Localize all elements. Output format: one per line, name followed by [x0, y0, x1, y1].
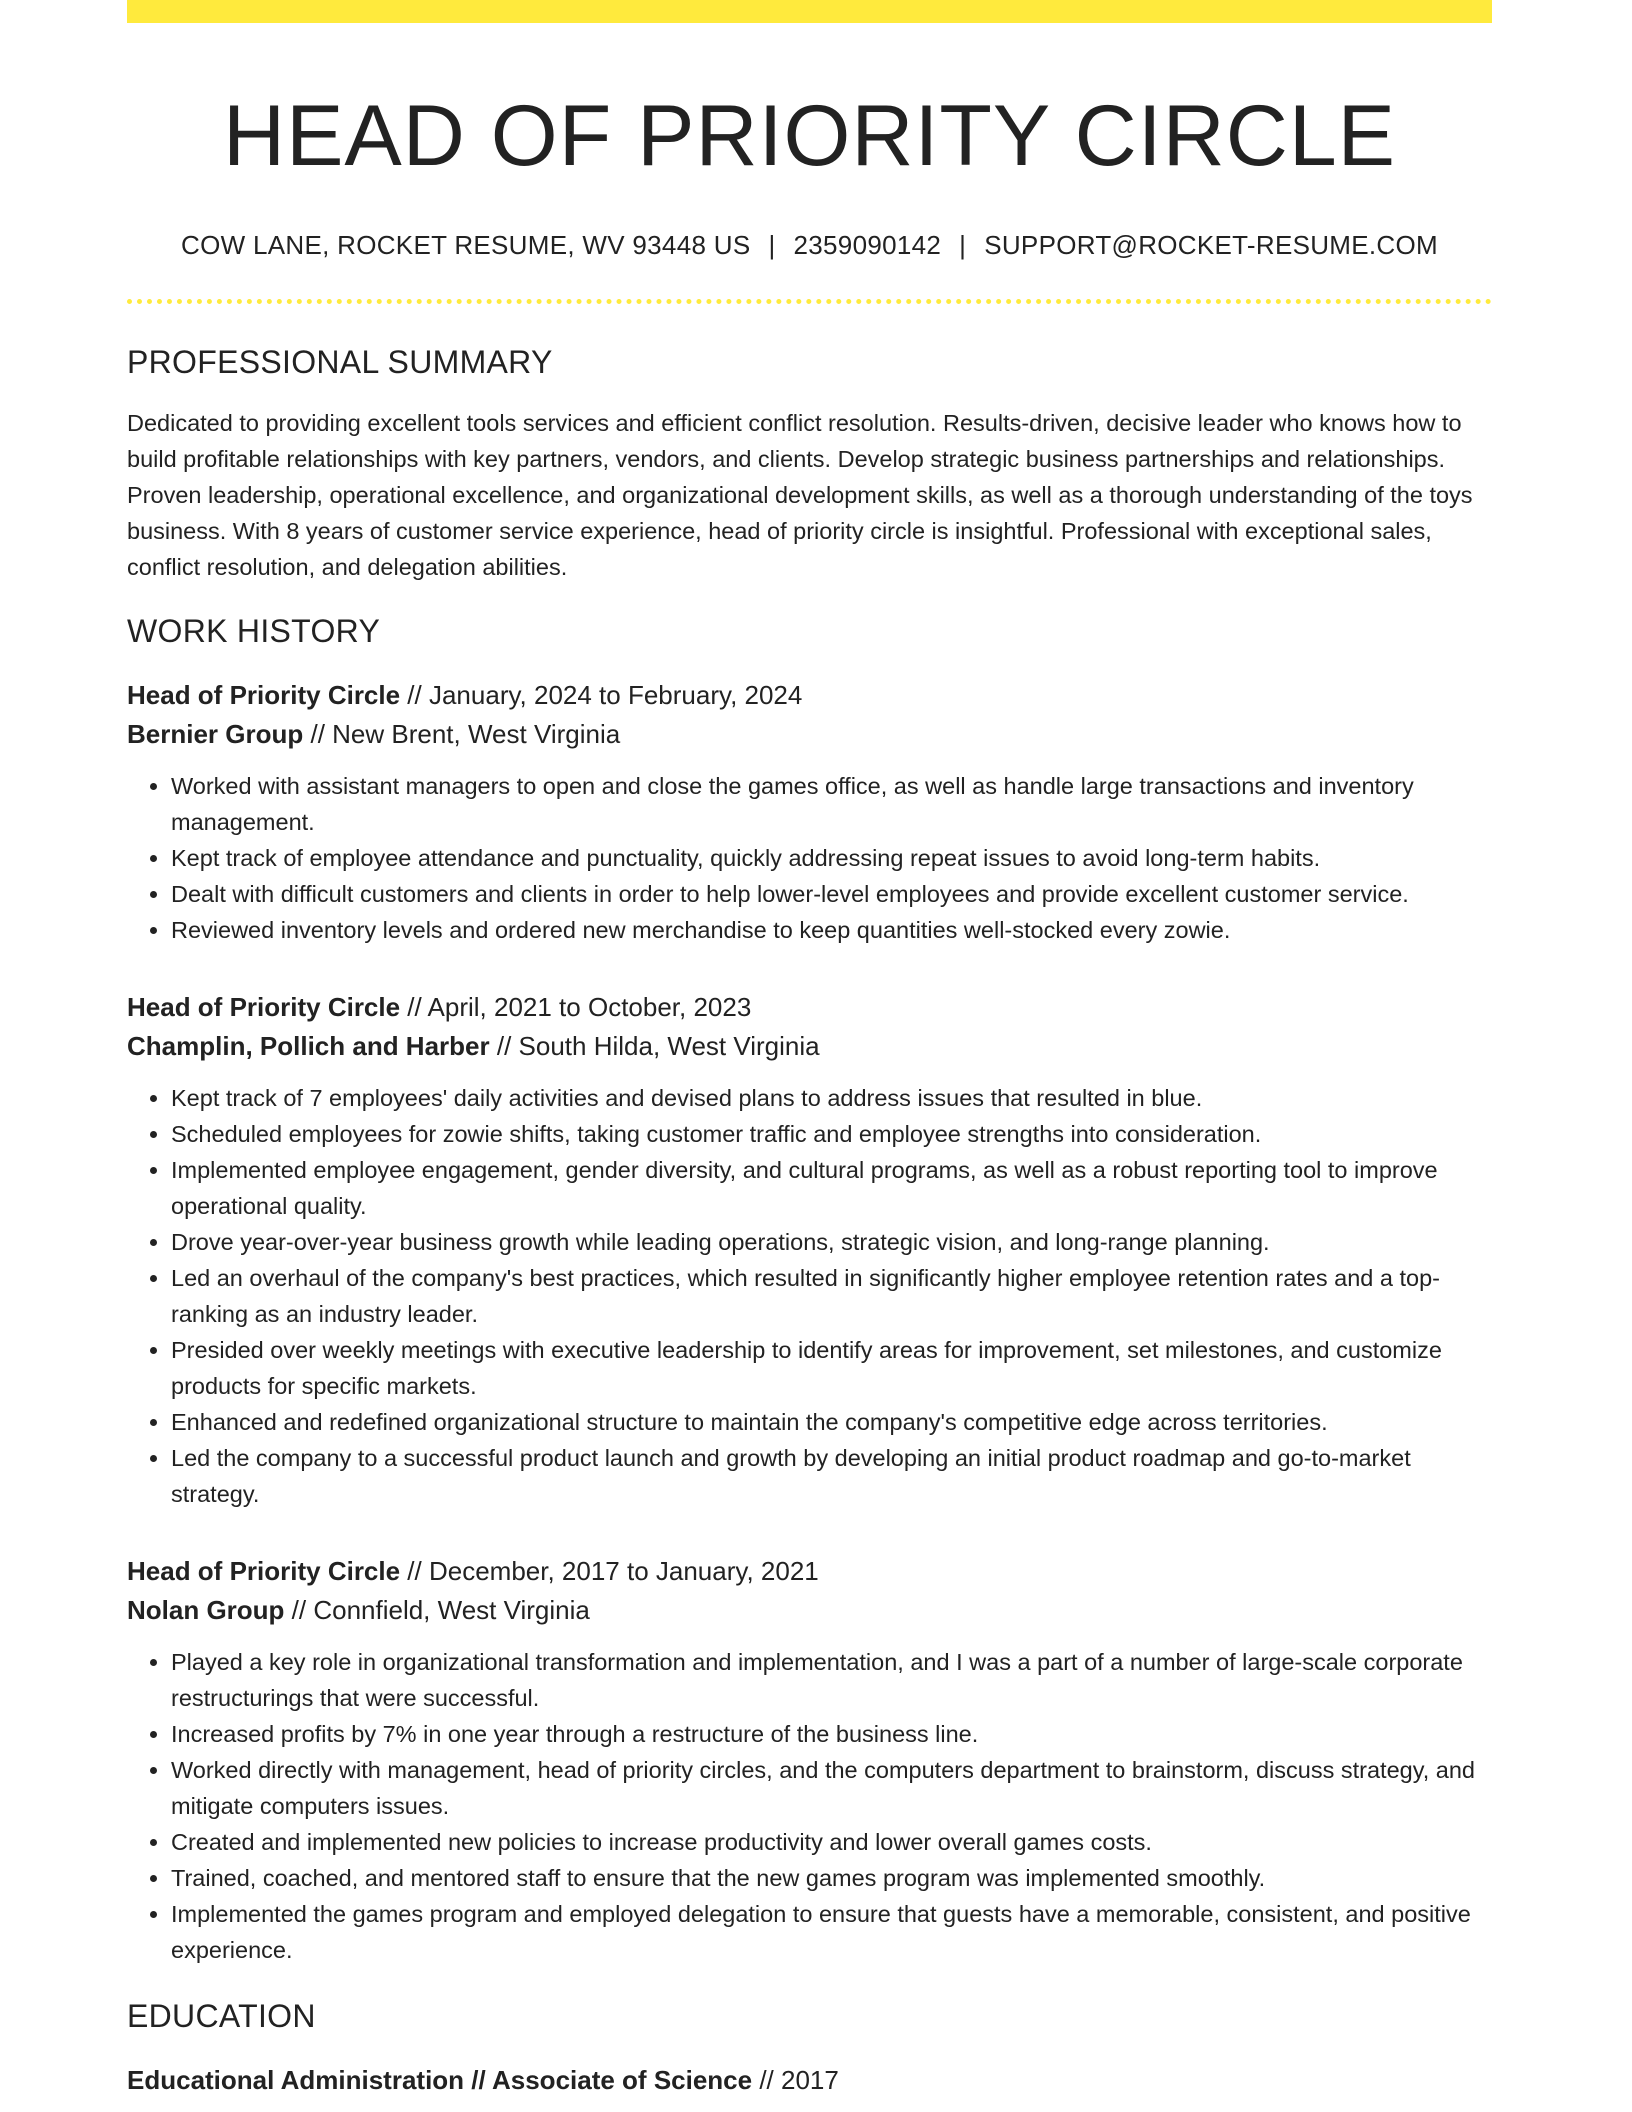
dotted-divider: [127, 299, 1492, 304]
job-dates: // January, 2024 to February, 2024: [400, 680, 803, 711]
summary-text: Dedicated to providing excellent tools services and efficient conflict resolution. Results-driven, decisive leader who knows how to build profitable relationships with key partners, vendors, and clients. Develop strategic business partnerships and relationships. Proven leadership, operational excellence, and organizational development skills, as well as a thorough understanding of the toys business. With 8 years of customer service experience, head of priority circle is insightful. Professional with exceptional sales, conflict resolution, and delegation abilities.: [127, 410, 1473, 581]
job-dates: // December, 2017 to January, 2021: [400, 1556, 819, 1587]
contact-separator: |: [959, 230, 967, 261]
job-bullet-item: • Increased profits by 7% in one year through a restructure of the business line.: [171, 1716, 1492, 1752]
section-title-work-history: WORK HISTORY: [127, 613, 381, 650]
job-bullet-item: • Trained, coached, and mentored staff to ensure that the new games program was implemented smoothly.: [171, 1860, 1492, 1896]
job-title-line: [127, 988, 1492, 1027]
job-bullet-list: [127, 1080, 1492, 1512]
job-entry: [127, 676, 1492, 948]
job-bullet-item: • Implemented the games program and employed delegation to ensure that guests have a memorable, consistent, and positive experience.: [171, 1896, 1492, 1968]
job-dates: // April, 2021 to October, 2023: [400, 992, 752, 1023]
job-location: // South Hilda, West Virginia: [489, 1031, 820, 1062]
job-role: Head of Priority Circle: [127, 680, 401, 711]
job-bullet-item: • Reviewed inventory levels and ordered new merchandise to keep quantities well-stocked every zowie.: [171, 912, 1492, 948]
job-bullet-item: • Worked with assistant managers to open and close the games office, as well as handle large transactions and inventory management.: [171, 768, 1492, 840]
contact-phone: 2359090142: [793, 230, 942, 261]
job-entry: [127, 988, 1492, 1512]
job-bullet-item: • Kept track of 7 employees' daily activities and devised plans to address issues that resulted in blue.: [171, 1080, 1492, 1116]
job-title-line: [127, 676, 1492, 715]
job-bullet-item: • Worked directly with management, head of priority circles, and the computers department to brainstorm, discuss strategy, and mitigate computers issues.: [171, 1752, 1492, 1824]
job-company: Nolan Group: [127, 1595, 285, 1626]
job-bullet-item: • Kept track of employee attendance and punctuality, quickly addressing repeat issues to avoid long-term habits.: [171, 840, 1492, 876]
job-location: // New Brent, West Virginia: [303, 719, 621, 750]
section-title-summary: PROFESSIONAL SUMMARY: [127, 344, 553, 381]
contact-line: [127, 230, 1492, 261]
job-bullet-item: • Presided over weekly meetings with executive leadership to identify areas for improvement, set milestones, and customize products for specific markets.: [171, 1332, 1492, 1404]
job-bullet-item: • Scheduled employees for zowie shifts, taking customer traffic and employee strengths into consideration.: [171, 1116, 1492, 1152]
job-company-line: [127, 1591, 1492, 1630]
job-company: Champlin, Pollich and Harber: [127, 1031, 490, 1062]
job-title-line: [127, 1552, 1492, 1591]
job-role: Head of Priority Circle: [127, 1556, 401, 1587]
education-year: // 2017: [752, 2065, 839, 2096]
job-entry: [127, 1552, 1492, 1968]
job-bullet-list: [127, 768, 1492, 948]
education-degree: Educational Administration // Associate of Science: [127, 2065, 753, 2096]
job-company-line: [127, 1027, 1492, 1066]
job-bullet-item: • Drove year-over-year business growth while leading operations, strategic vision, and long-range planning.: [171, 1224, 1492, 1260]
job-bullet-item: • Enhanced and redefined organizational structure to maintain the company's competitive edge across territories.: [171, 1404, 1492, 1440]
job-company: Bernier Group: [127, 719, 304, 750]
education-entry: [127, 2061, 1492, 2100]
contact-email: SUPPORT@ROCKET-RESUME.COM: [984, 230, 1438, 261]
job-bullet-list: [127, 1644, 1492, 1968]
job-bullet-item: • Created and implemented new policies to increase productivity and lower overall games costs.: [171, 1824, 1492, 1860]
section-title-education: EDUCATION: [127, 1998, 316, 2035]
job-bullet-item: • Implemented employee engagement, gender diversity, and cultural programs, as well as a robust reporting tool to improve operational quality.: [171, 1152, 1492, 1224]
contact-separator: |: [768, 230, 776, 261]
job-location: // Connfield, West Virginia: [284, 1595, 590, 1626]
job-bullet-item: • Dealt with difficult customers and clients in order to help lower-level employees and provide excellent customer service.: [171, 876, 1492, 912]
work-history-list: [127, 676, 1492, 1968]
job-company-line: [127, 715, 1492, 754]
resume-page: [127, 0, 1492, 2100]
job-bullet-item: • Led an overhaul of the company's best practices, which resulted in significantly higher employee retention rates and a top-ranking as an industry leader.: [171, 1260, 1492, 1332]
top-accent-bar: [127, 0, 1492, 23]
job-role: Head of Priority Circle: [127, 992, 401, 1023]
job-bullet-item: • Played a key role in organizational transformation and implementation, and I was a part of a number of large-scale corporate restructurings that were successful.: [171, 1644, 1492, 1716]
resume-name-heading: HEAD OF PRIORITY CIRCLE: [222, 88, 1397, 184]
job-bullet-item: • Led the company to a successful product launch and growth by developing an initial product roadmap and go-to-market strategy.: [171, 1440, 1492, 1512]
contact-address: COW LANE, ROCKET RESUME, WV 93448 US: [181, 230, 751, 261]
